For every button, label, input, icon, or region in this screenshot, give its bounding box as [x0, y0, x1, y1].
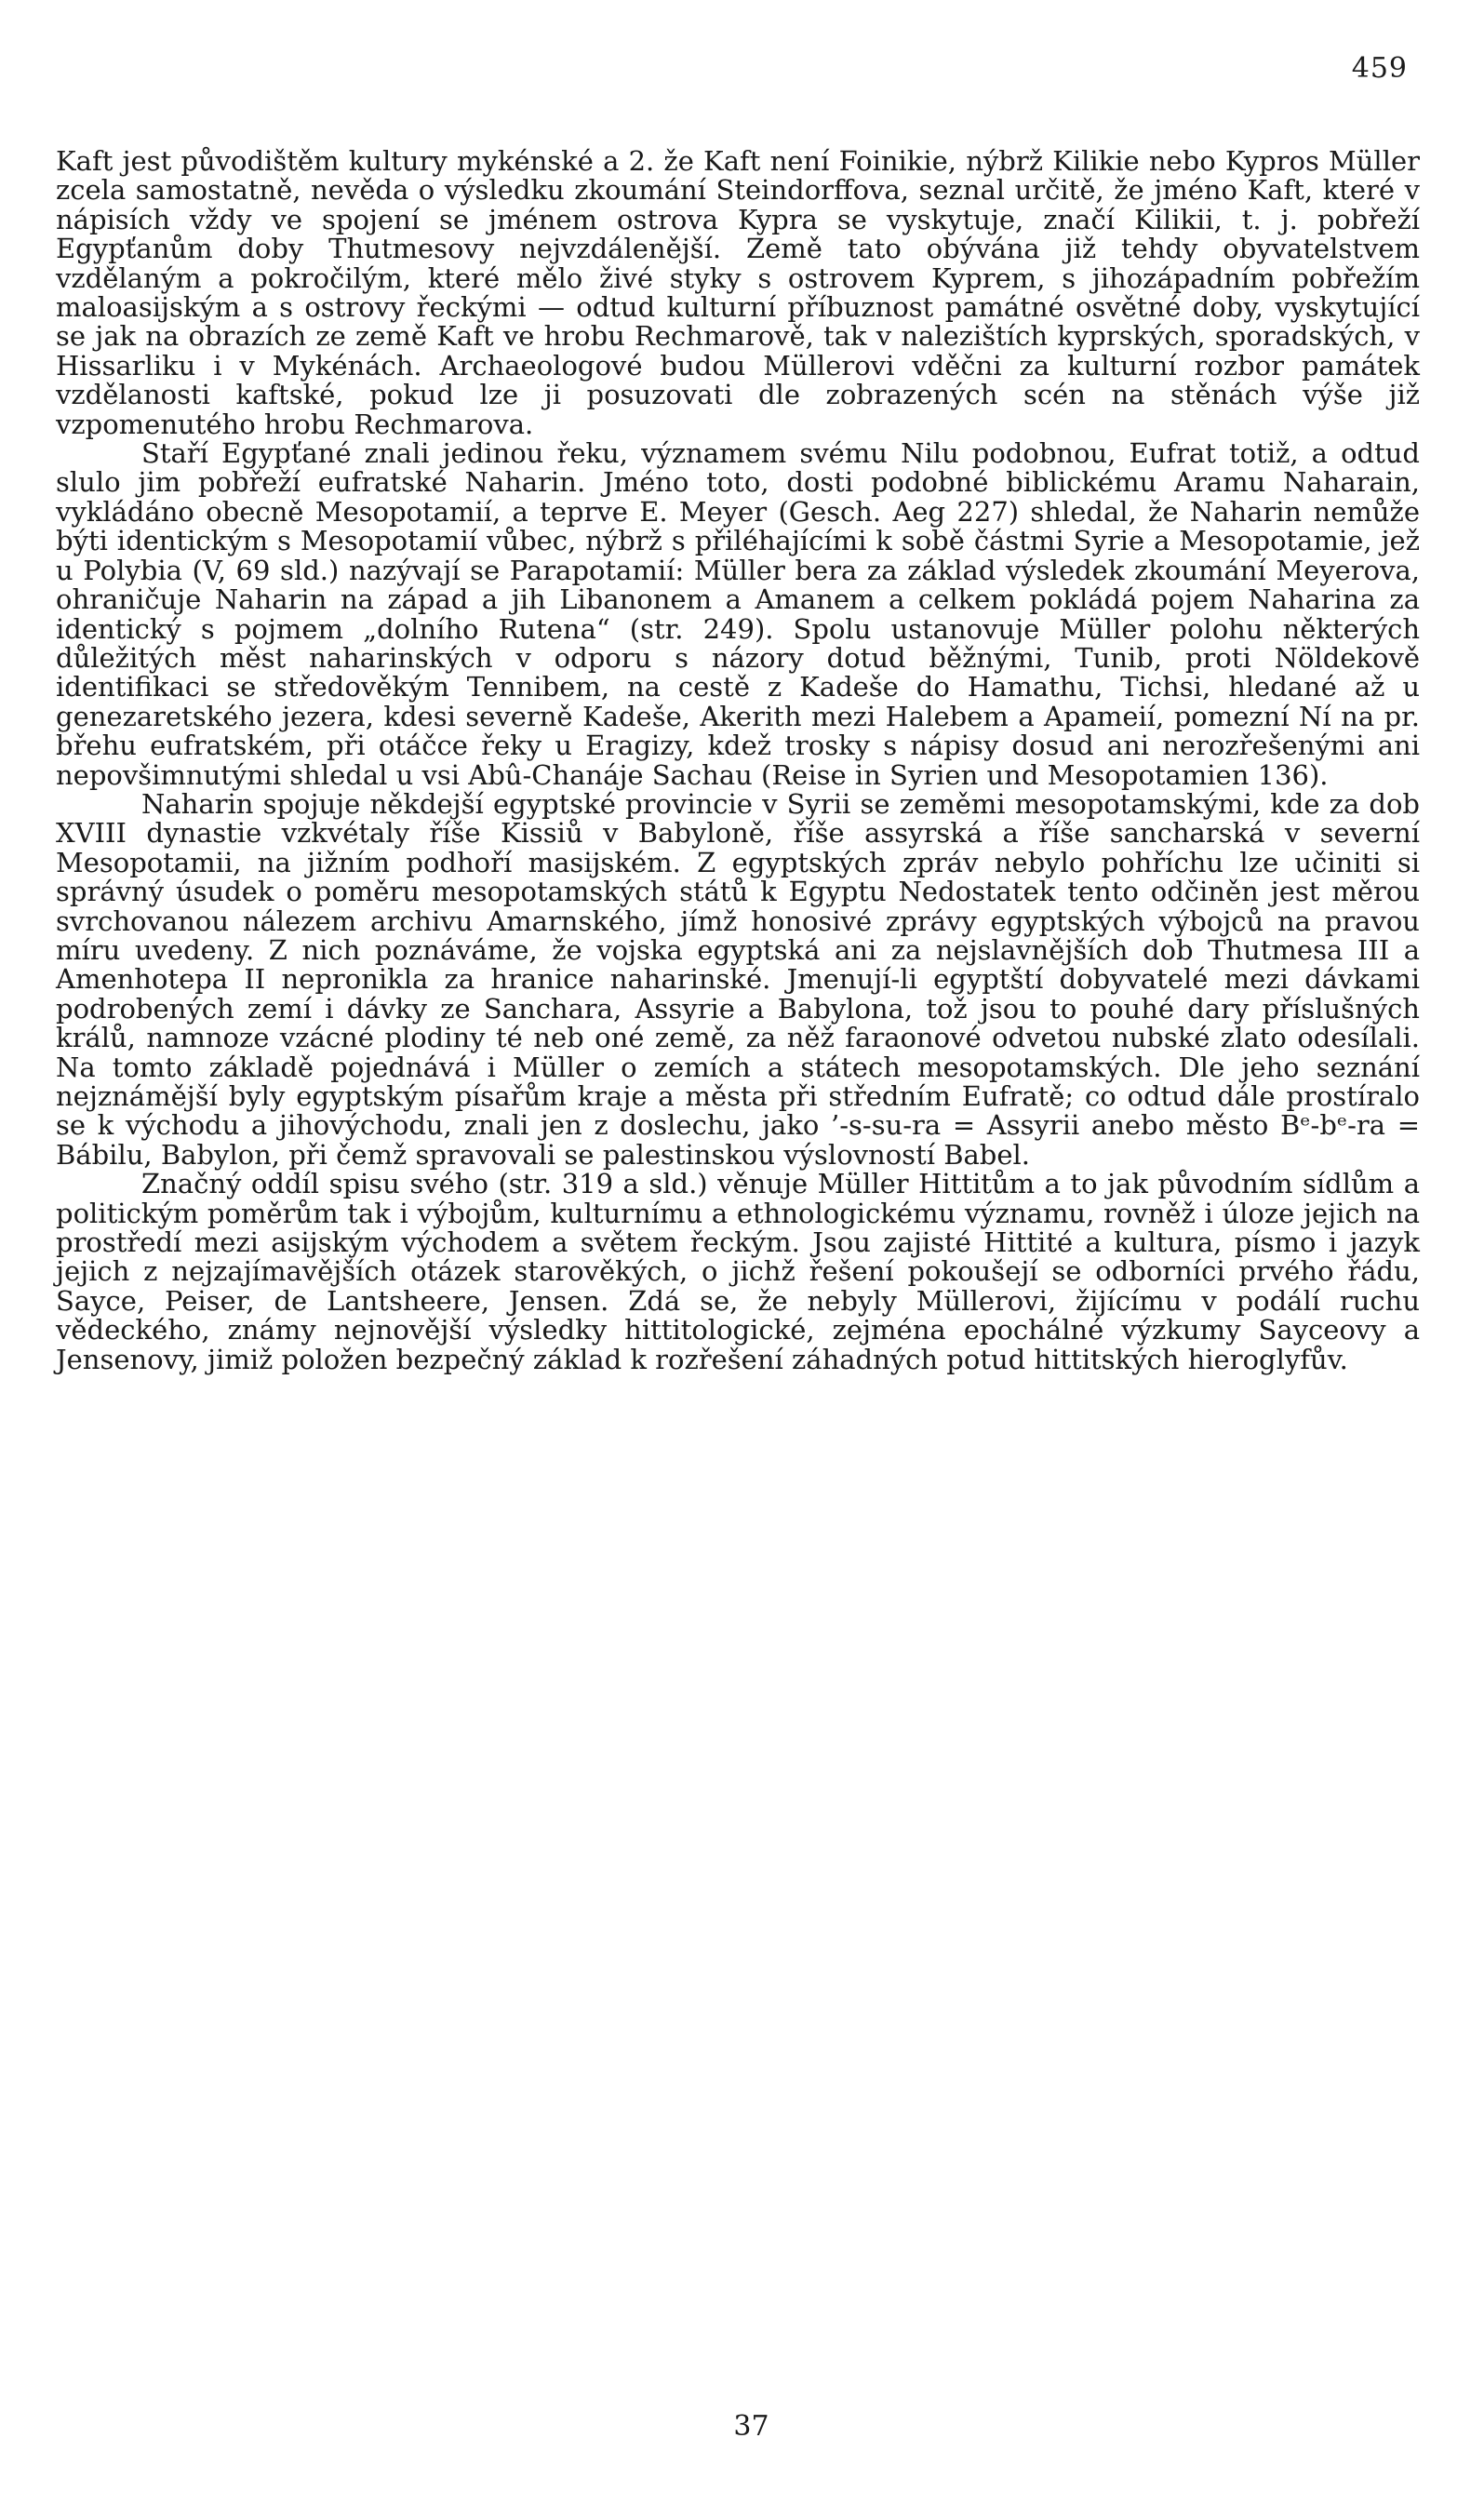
page-number: 459: [1351, 52, 1408, 85]
signature-mark: 37: [733, 2410, 769, 2443]
paragraph-3: Naharin spojuje někdejší egyptské provincie v Syrii se zeměmi mesopotamskými, kde za dob XVIII dynastie vzkvétaly říše Kissiů v Babyloně, říše assyrská a říše sancharská v severní Mesopotamii, na jižním podhoří masijském. Z egyptských zpráv nebylo pohříchu lze učiniti si správný úsudek o poměru mesopotamských států k Egyptu Nedostatek tento odčiněn jest měrou svrchovanou nálezem archivu Amarnského, jímž honosivé zprávy egyptských výbojců na pravou míru uvedeny. Z nich poznáváme, že vojska egyptská ani za nejslavnějších dob Thutmesa III a Amenhotepa II nepronikla za hranice naharinské. Jmenují-li egyptští dobyvatelé mezi dávkami podrobených zemí i dávky ze Sanchara, Assyrie a Babylona, tož jsou to pouhé dary příslušných králů, namnoze vzácné plodiny té neb oné země, za něž faraonové odvetou nubské zlato odesílali. Na tomto základě pojednává i Müller o zemích a státech mesopotamských. Dle jeho seznání nejznámější byly egyptským písařům kraje a města při středním Eufratě; co odtud dále prostíralo se k východu a jihovýchodu, znali jen z doslechu, jako ’-s-su-ra = Assyrii anebo město Bᵉ-bᵉ-ra = Bábilu, Babylon, při čemž spravovali se palestinskou výslovností Babel.: [56, 787, 1420, 1171]
body-text: [56, 147, 1420, 1374]
paragraph-2: Staří Egypťané znali jedinou řeku, významem svému Nilu podobnou, Eufrat totiž, a odtud slulo jim pobřeží eufratské Naharin. Jméno toto, dosti podobné biblickému Aramu Naharain, vykládáno obecně Mesopotamií, a teprve E. Meyer (Gesch. Aeg 227) shledal, že Naharin nemůže býti identickým s Mesopotamií vůbec, nýbrž s přiléhajícími k sobě částmi Syrie a Mesopotamie, jež u Polybia (V, 69 sld.) nazývají se Parapotamií: Müller bera za základ výsledek zkoumání Meyerova, ohraničuje Naharin na západ a jih Libanonem a Amanem a celkem pokládá pojem Naharina za identický s pojmem „dolního Rutena“ (str. 249). Spolu ustanovuje Müller polohu některých důležitých měst naharinských v odporu s názory dotud běžnými, Tunib, proti Nöldekově identifikaci se středověkým Tennibem, na cestě z Kadeše do Hamathu, Tichsi, hledané až u genezaretského jezera, kdesi severně Kadeše, Akerith mezi Halebem a Apameií, pomezní Ní na pr. břehu eufratském, při otáčce řeky u Eragizy, kdež trosky s nápisy dosud ani nerozřešenými ani nepovšimnutými shledal u vsi Abû-Chanáje Sachau (Reise in Syrien und Mesopotamien 136).: [56, 437, 1420, 791]
paragraph-1: Kaft jest původištěm kultury mykénské a 2. že Kaft není Foinikie, nýbrž Kilikie nebo Kypros Müller zcela samostatně, nevěda o výsledku zkoumání Steindorffova, seznal určitě, že jméno Kaft, které v nápisích vždy ve spojení se jménem ostrova Kypra se vyskytuje, značí Kilikii, t. j. pobřeží Egypťanům doby Thutmesovy nejvzdálenější. Země tato obývána již tehdy obyvatelstvem vzdělaným a pokročilým, které mělo živé styky s ostrovem Kyprem, s jihozápadním pobřežím maloasijským a s ostrovy řeckými — odtud kulturní příbuznost památné osvětné doby, vyskytující se jak na obrazích ze země Kaft ve hrobu Rechmarově, tak v nalezištích kyprských, sporadských, v Hissarliku i v Mykénách. Archaeologové budou Müllerovi vděčni za kulturní rozbor památek vzdělanosti kaftské, pokud lze ji posuzovati dle zobrazených scén na stěnách výše již vzpomenutého hrobu Rechmarova.: [56, 145, 1420, 440]
paragraph-4: Značný oddíl spisu svého (str. 319 a sld.) věnuje Müller Hittitům a to jak původním sídlům a politickým poměrům tak i výbojům, kulturnímu a ethnologickému významu, rovněž i úloze jejich na prostředí mezi asijským východem a světem řeckým. Jsou zajisté Hittité a kultura, písmo i jazyk jejich z nejzajímavějších otázek starověkých, o jichž řešení pokoušejí se odborníci prvého řádu, Sayce, Peiser, de Lantsheere, Jensen. Zdá se, že nebyly Müllerovi, žijícímu v podálí ruchu vědeckého, známy nejnovější výsledky hittitologické, zejména epochálné výzkumy Sayceovy a Jensenovy, jimiž položen bezpečný základ k rozřešení záhadných potud hittitských hieroglyfův.: [56, 1168, 1420, 1375]
